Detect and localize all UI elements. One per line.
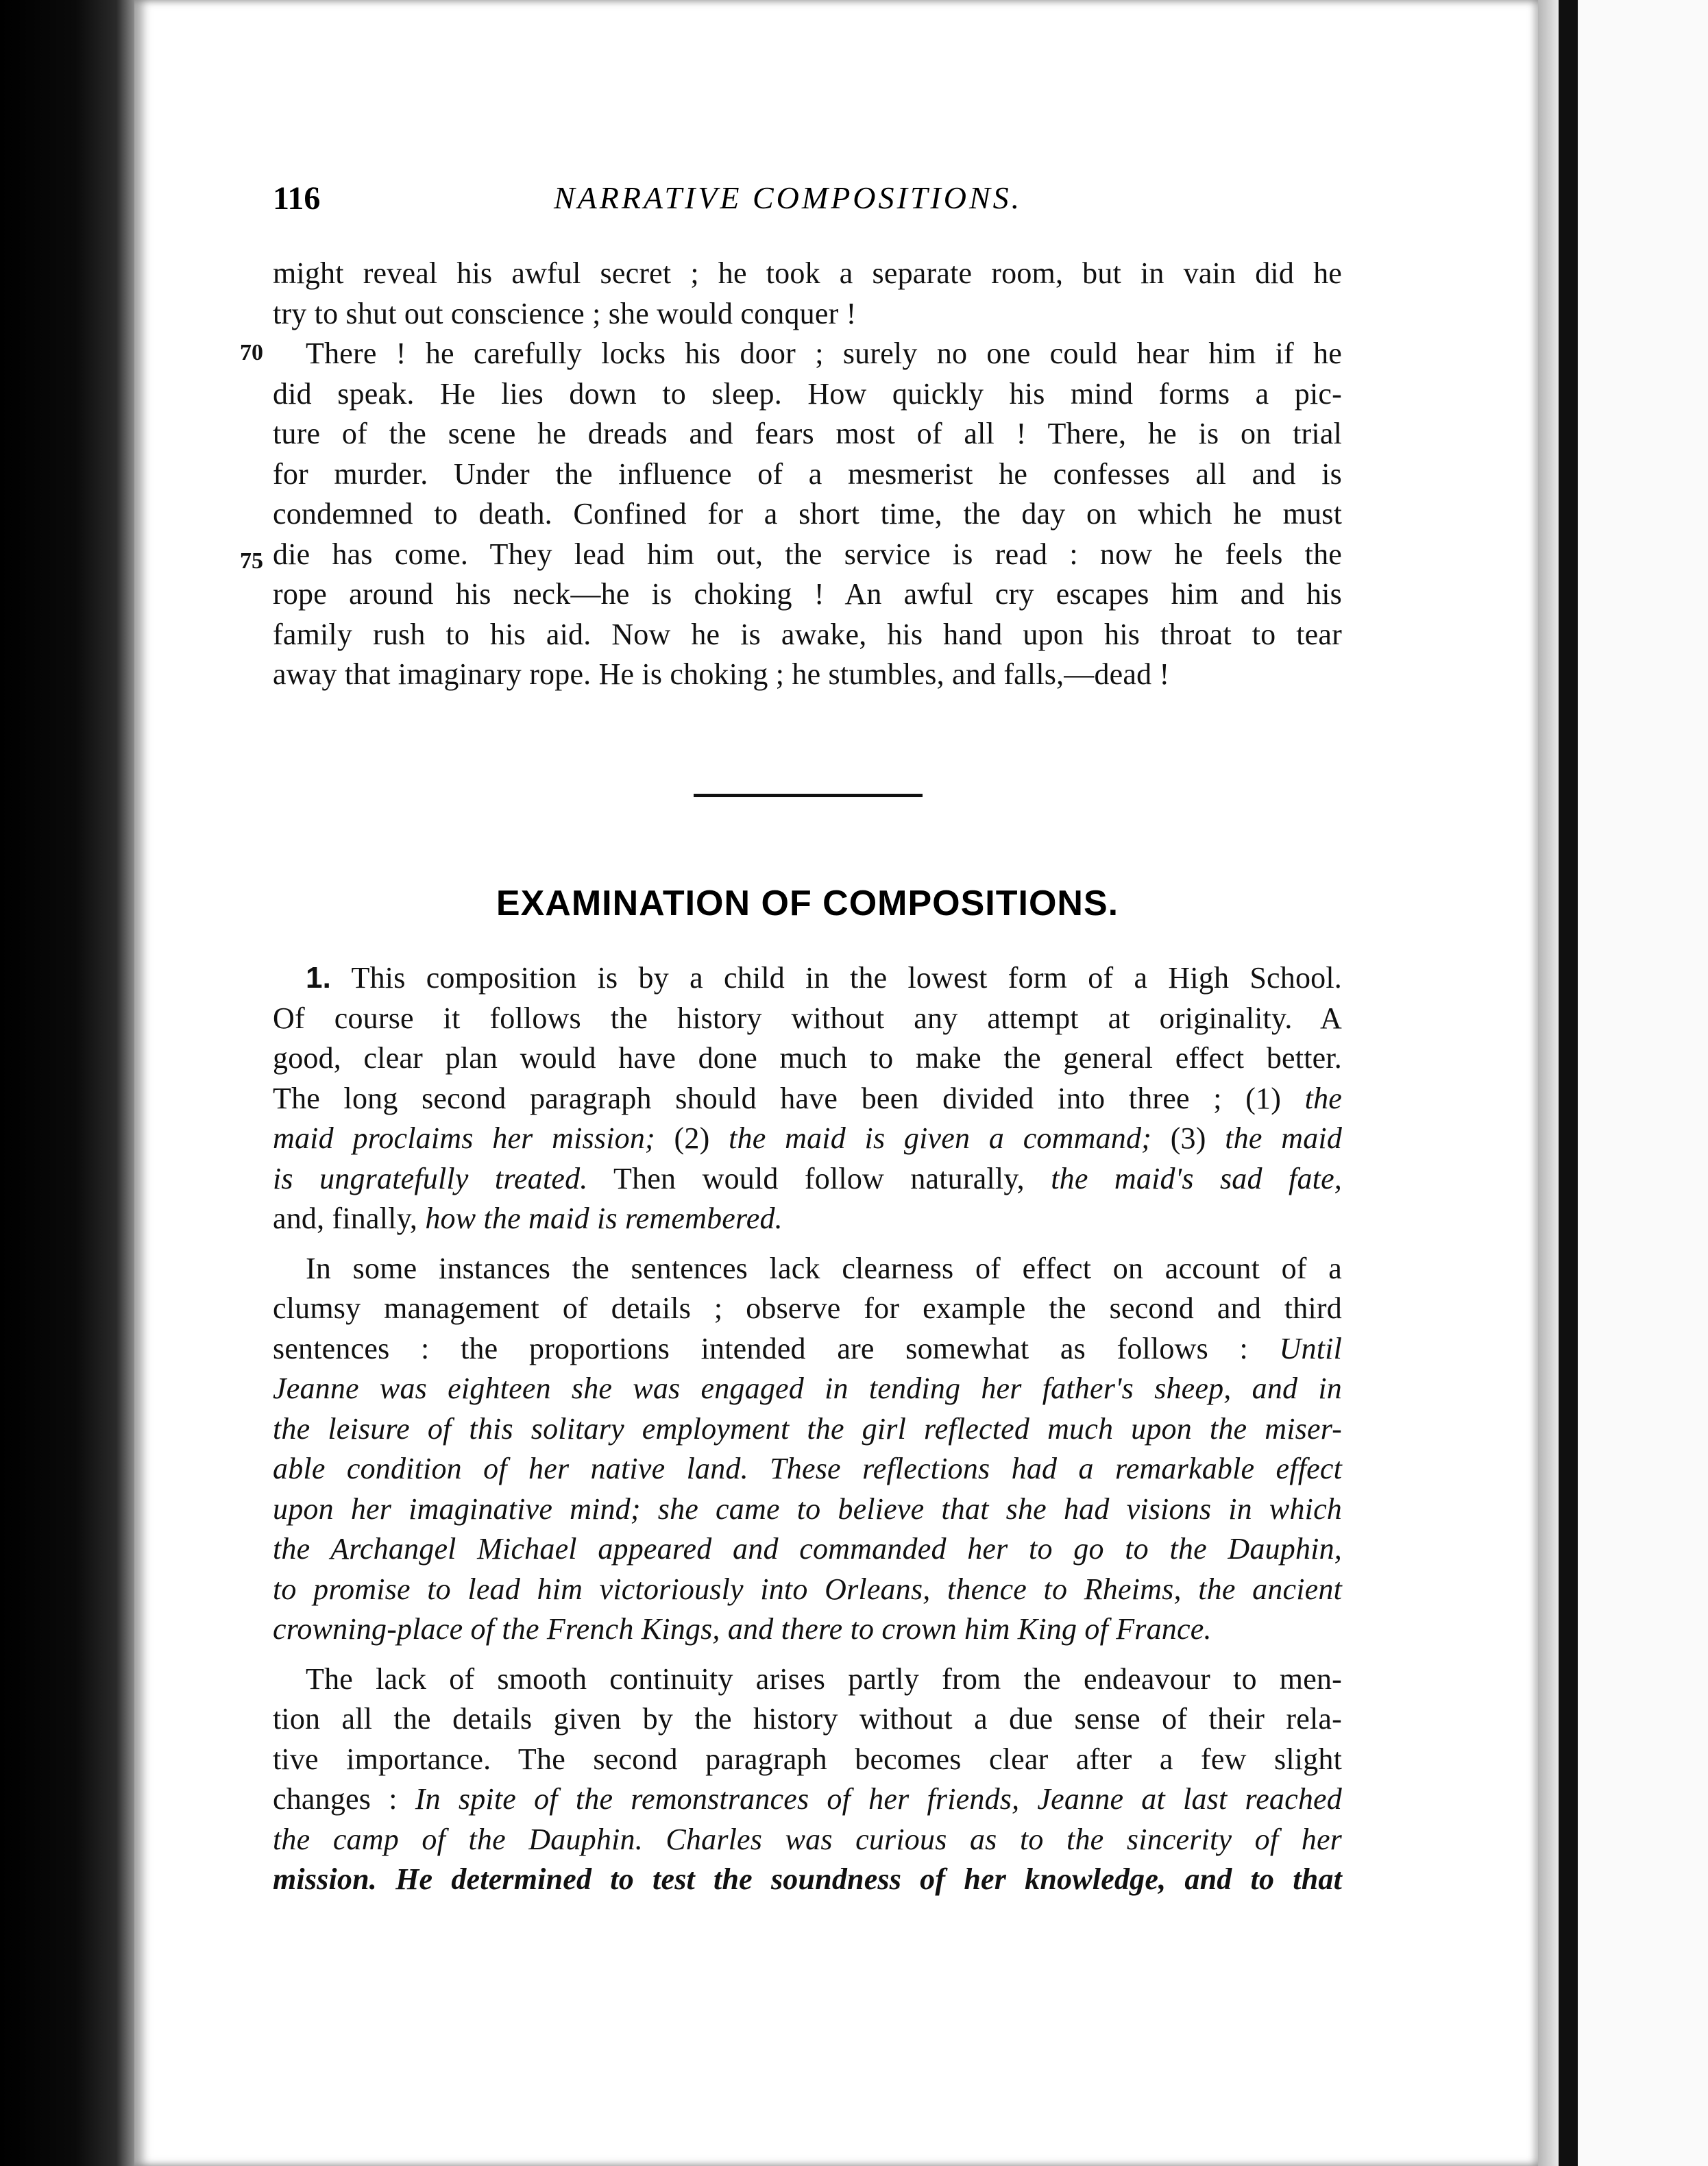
italic-span: the (1304, 1081, 1342, 1115)
text-line: mission. He determined to test the soundness of her knowledge, and to that (273, 1862, 1342, 1896)
text-line: try to shut out conscience ; she would conquer ! (273, 296, 857, 330)
gutter-shadow (1559, 0, 1578, 2166)
page-number: 116 (273, 180, 321, 217)
text-line: die has come. They lead him out, the service is read : now he feels the (273, 537, 1342, 571)
text-line: upon her imaginative mind; she came to believe that she had visions in which (273, 1492, 1342, 1526)
page-edge (1538, 0, 1559, 2166)
text-line: tive importance. The second paragraph becomes clear after a few slight (273, 1742, 1342, 1776)
facing-page-edge (1578, 0, 1708, 2166)
examination-text (273, 958, 1342, 1900)
line-number-75: 75 (240, 548, 263, 574)
text-span: Then would follow naturally, (613, 1161, 1025, 1195)
text-line: did speak. He lies down to sleep. How quickly his mind forms a pic- (273, 376, 1342, 411)
text-line: the camp of the Dauphin. Charles was curious as to the sincerity of her (273, 1822, 1342, 1856)
text-line: tion all the details given by the history without a due sense of their rela- (273, 1702, 1342, 1736)
italic-span: how the maid is remembered. (425, 1202, 783, 1235)
line-number-70: 70 (240, 340, 263, 365)
text-line: condemned to death. Confined for a short time, the day on which he must (273, 497, 1342, 531)
italic-span: is ungratefully treated. (273, 1161, 588, 1195)
text-span: The long second paragraph should have been divided into three ; (1) (273, 1081, 1282, 1115)
composition-text (273, 254, 1342, 695)
text-line (273, 1779, 1342, 1820)
page-header (273, 180, 1342, 228)
text-line: In some instances the sentences lack clearness of effect on account of a (306, 1251, 1342, 1285)
text-line: There ! he carefully locks his door ; surely no one could hear him if he (306, 337, 1342, 370)
italic-span: Until (1279, 1331, 1342, 1365)
italic-span: the maid (1225, 1121, 1343, 1155)
text-line: rope around his neck—he is choking ! An awful cry escapes him and his (273, 577, 1342, 611)
text-span: changes : (273, 1782, 398, 1816)
text-line: able condition of her native land. These reflections had a remarkable effect (273, 1452, 1342, 1485)
text-line: family rush to his aid. Now he is awake, his hand upon his throat to tear (273, 617, 1342, 651)
text-line (273, 1119, 1342, 1159)
text-span: and, finally, (273, 1202, 418, 1235)
text-span: sentences : the proportions intended are somewhat as follows : (273, 1331, 1248, 1365)
text-line: crowning-place of the French Kings, and there to crown him King of France. (273, 1612, 1212, 1646)
text-span: This composition is by a child in the lowest form of a High School. (351, 961, 1343, 995)
text-line: Jeanne was eighteen she was engaged in tending her father's sheep, and in (273, 1372, 1342, 1405)
text-line: to promise to lead him victoriously into Orleans, thence to Rheims, the ancient (273, 1572, 1342, 1606)
italic-span: In spite of the remonstrances of her friends, Jeanne at last reached (415, 1782, 1342, 1816)
text-line (273, 1159, 1342, 1200)
running-head: NARRATIVE COMPOSITIONS. (554, 180, 1023, 215)
text-line (273, 1079, 1342, 1119)
italic-span: the maid is given a command; (729, 1121, 1152, 1155)
text-line: the leisure of this solitary employment the girl reflected much upon the miser- (273, 1411, 1342, 1446)
book-spine-shadow (0, 0, 137, 2166)
text-line: good, clear plan would have done much to make the general effect better. (273, 1041, 1342, 1075)
text-line: clumsy management of details ; observe for example the second and third (273, 1291, 1342, 1325)
text-span: (3) (1170, 1121, 1206, 1155)
text-line: ture of the scene he dreads and fears most of all ! There, he is on trial (273, 417, 1342, 450)
text-span: (2) (674, 1121, 710, 1155)
text-line: might reveal his awful secret ; he took a separate room, but in vain did he (273, 256, 1342, 290)
text-line: Of course it follows the history without any attempt at originality. A (273, 1001, 1342, 1035)
text-line: away that imaginary rope. He is choking ; he stumbles, and falls,—dead ! (273, 657, 1170, 691)
italic-span: the maid's sad fate, (1051, 1161, 1343, 1195)
text-line (273, 958, 1342, 999)
section-title: EXAMINATION OF COMPOSITIONS. (496, 884, 1119, 923)
text-line (273, 1329, 1342, 1370)
italic-span: maid proclaims her mission; (273, 1121, 655, 1155)
text-line: the Archangel Michael appeared and commanded her to go to the Dauphin, (273, 1532, 1342, 1566)
text-line: The lack of smooth continuity arises partly from the endeavour to men- (306, 1662, 1342, 1696)
text-line: for murder. Under the influence of a mesmerist he confesses all and is (273, 457, 1342, 491)
section-divider (694, 794, 923, 797)
item-number: 1. (306, 961, 332, 995)
text-line (273, 1199, 1342, 1239)
